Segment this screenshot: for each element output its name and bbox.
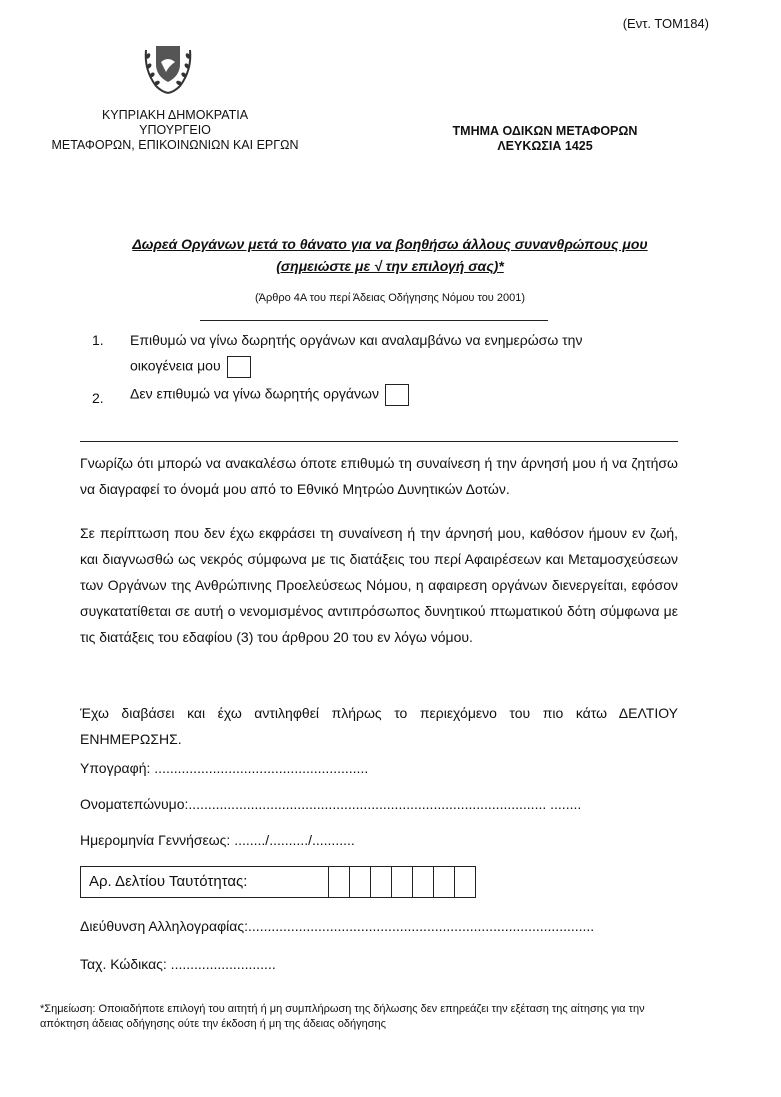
footnote: *Σημείωση: Οποιαδήποτε επιλογή του αιτητή ή μη συμπλήρωση της δήλωσης δεν επηρεάζει την εξέταση της αίτησης για την απόκτηση άδειας οδήγησης ούτε την έκδοση ή μη της άδειας οδήγησης [40,1003,645,1030]
donor-no-checkbox[interactable] [385,384,409,406]
id-digit-cell[interactable] [455,867,475,897]
id-digit-cell[interactable] [413,867,434,897]
option-donor-text: Επιθυμώ να γίνω δωρητής οργάνων και αναλαμβάνω να ενημερώσω την [130,332,583,348]
cyprus-coat-of-arms-icon [142,40,194,96]
form-code: (Εντ. ΤΟΜ184) [622,16,709,31]
id-digit-cell[interactable] [350,867,371,897]
ministry-line: ΚΥΠΡΙΑΚΗ ΔΗΜΟΚΡΑΤΙΑ [101,108,249,122]
revoke-paragraph: Γνωρίζω ότι μπορώ να ανακαλέσω όποτε επιθυμώ τη συναίνεση ή την άρνησή μου ή να ζητήσω να διαγραφεί το όνομά μου από το Εθνικό Μητρώο Δυνητικών Δοτών. [80,455,678,497]
department-line: ΛΕΥΚΩΣΙΑ 1425 [497,139,593,153]
ministry-block [40,108,310,153]
option-number: 2. [92,390,104,406]
address-field[interactable]: Διεύθυνση Αλληλογραφίας:......................................................................................... [80,918,595,934]
id-card-label: Αρ. Δελτίου Ταυτότητας: [81,867,329,897]
id-card-field [80,866,476,898]
option-nondonor-line [130,384,409,406]
option-nondonor-text: Δεν επιθυμώ να γίνω δωρητής οργάνων [130,385,379,402]
option-donor-line2 [130,356,251,378]
consent-paragraph: Σε περίπτωση που δεν έχω εκφράσει τη συναίνεση ή την άρνησή μου, καθόσον ήμουν εν ζωή, και διαγνωσθώ ως νεκρός σύμφωνα με τις διατάξεις του περί Αφαιρέσεων και Μεταμοσχεύσεων των Οργάνων της Ανθρώπινης Προελεύσεως Νόμου, η αφαιρεση οργάνων διενεργείται, εφόσον συγκατατίθεται σε αυτή ο νενομισμένος αντιπρόσωπος δυνητικού πτωματικού δότη σύμφωνα με τις διατάξεις του εδαφίου (3) του άρθρου 20 του εν λόγω νόμου. [80,525,678,645]
signature-field[interactable]: Υπογραφή: ....................................................... [80,760,369,776]
article-reference: (Άρθρο 4Α του περί Άδειας Οδήγησης Νόμου του 2001) [254,292,526,304]
postal-code-field[interactable]: Ταχ. Κώδικας: ........................... [80,956,276,972]
divider [200,320,548,321]
divider [80,441,678,442]
donor-yes-checkbox[interactable] [227,356,251,378]
option-number: 1. [92,332,104,348]
acknowledge-paragraph: Έχω διαβάσει και έχω αντιληφθεί πλήρως το περιεχόμενο του πιο κάτω ΔΕΛΤΙΟΥ ΕΝΗΜΕΡΩΣΗΣ. [80,705,678,747]
option-donor-text-cont: οικογένεια μου [130,357,221,374]
full-name-field[interactable]: Ονοματεπώνυμο:............................................................................................ ........ [80,796,582,812]
form-title: Δωρεά Οργάνων μετά το θάνατο για να βοηθήσω άλλους συνανθρώπους μου [132,236,648,252]
id-digit-cell[interactable] [434,867,455,897]
id-digit-cell[interactable] [329,867,350,897]
department-block [430,124,660,154]
ministry-line: ΜΕΤΑΦΟΡΩΝ, ΕΠΙΚΟΙΝΩΝΙΩΝ ΚΑΙ ΕΡΓΩΝ [51,138,299,152]
birth-date-field[interactable]: Ημερομηνία Γεννήσεως: ......../........../........... [80,832,355,848]
id-digit-cell[interactable] [392,867,413,897]
form-subtitle: (σημειώστε με √ την επιλογή σας)* [276,258,504,274]
department-line: ΤΜΗΜΑ ΟΔΙΚΩΝ ΜΕΤΑΦΟΡΩΝ [452,124,638,138]
ministry-line: ΥΠΟΥΡΓΕΙΟ [139,123,211,137]
id-digit-cell[interactable] [371,867,392,897]
